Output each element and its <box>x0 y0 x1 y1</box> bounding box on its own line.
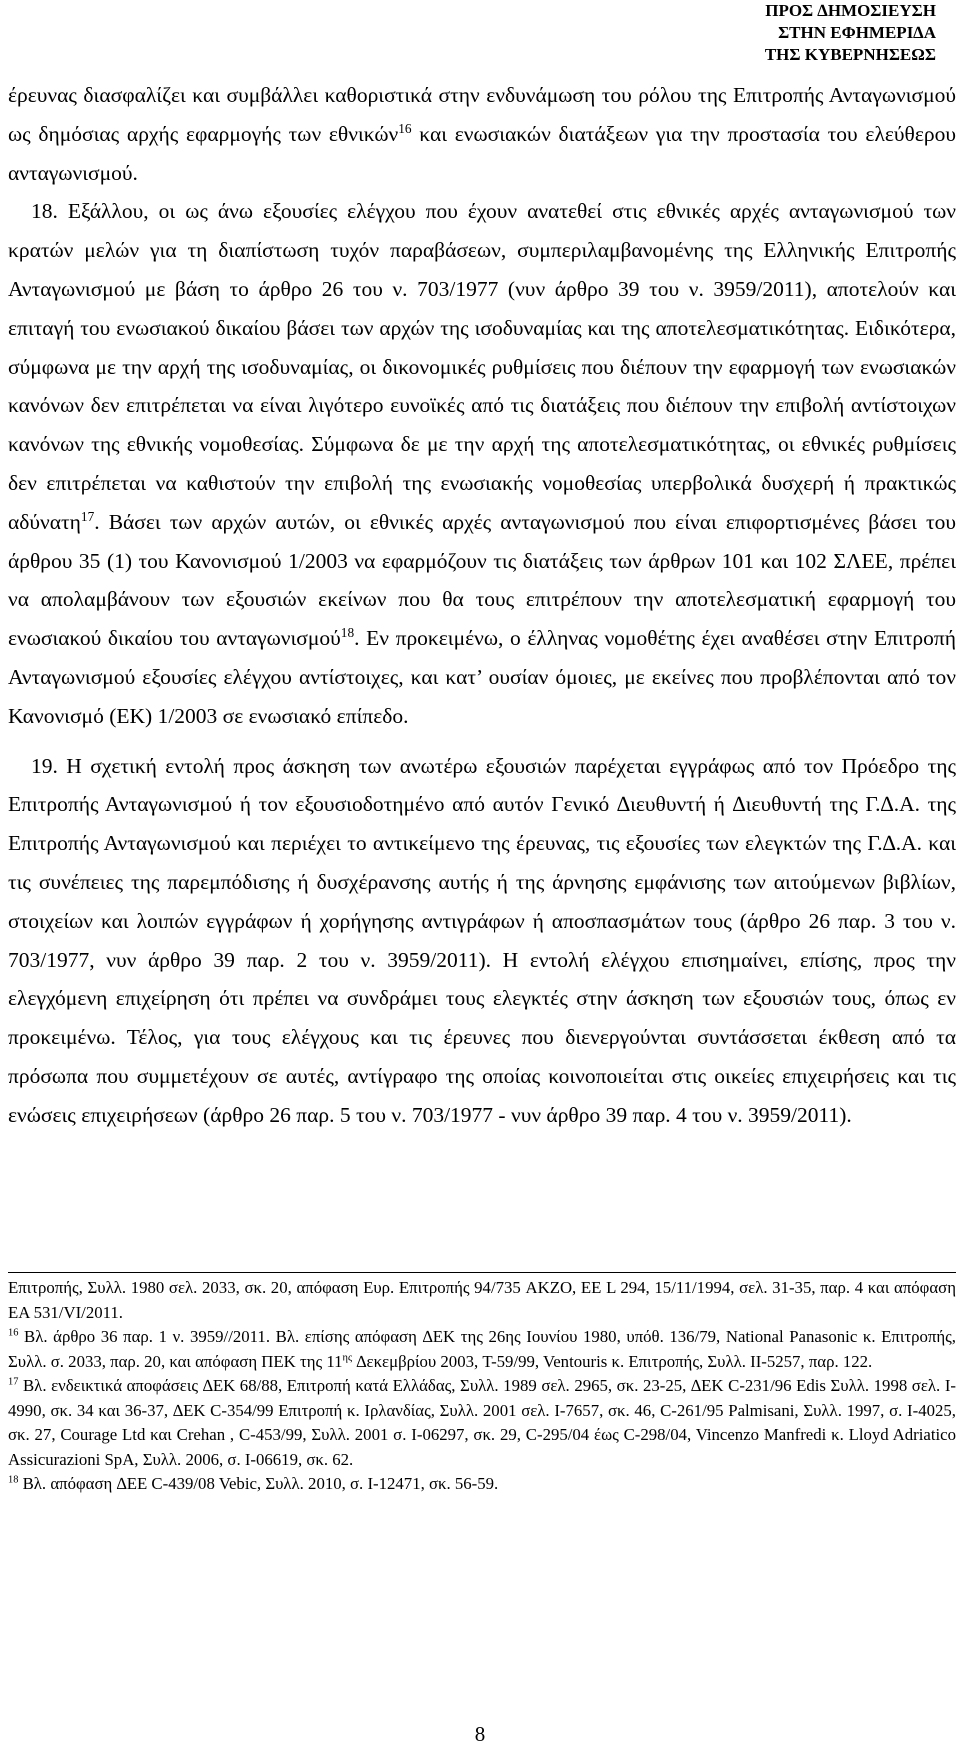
footnote-ref: 17 <box>80 508 95 524</box>
footnote-number: 18 <box>8 1474 19 1486</box>
header-line: ΣΤΗΝ ΕΦΗΜΕΡΙ∆Α <box>778 23 936 42</box>
footnote-number: 17 <box>8 1376 19 1388</box>
header-line: ΠΡΟΣ ∆ΗΜΟΣΙΕΥΣΗ <box>765 1 936 20</box>
footnote-17: $^{17}$ Βλ. ενδεικτικά αποφάσεις ∆ΕΚ 68/88, Επιτροπή κατά Ελλάδας, Συλλ. 1989 σελ. 2965, σκ. 23-25, ∆ΕΚ C-231/96 Edis Συλλ. 1998 σελ. I-4990, σκ. 34 και 36-37, ∆ΕΚ C-354/99 Επιτροπή κ. Ιρλανδίας, Συλλ. 2001 σελ. I-7657, σκ. 46, C-261/95 Palmisani, Συλλ. 1997, σ. I-4025, σκ. 27, Courage Ltd και Crehan , C-453/99, Συλλ. 2001 σ. I-06297, σκ. 29, C-295/04 έως C-298/04, Vincenzo Manfredi κ. Lloyd Adriatico Assicurazioni SpA, Συλλ. 2006, σ. I-06619, σκ. 62. <box>8 1376 956 1469</box>
footnote-separator <box>8 1272 956 1273</box>
footnote-number: 16 <box>8 1327 19 1339</box>
publication-header <box>765 0 936 66</box>
paragraph-18: 18. Εξάλλου, οι ως άνω εξουσίες ελέγχου που έχουν ανατεθεί στις εθνικές αρχές ανταγωνισμού των κρατών μελών για τη διαπίστωση τυχόν παραβάσεων, συμπεριλαμβανομένης της Ελληνικής Επιτροπής Ανταγωνισμού με βάση το άρθρο 26 του ν. 703/1977 (νυν άρθρο 39 του ν. 3959/2011), αποτελούν και επιταγή του ενωσιακού δικαίου βάσει των αρχών της ισοδυναμίας και της αποτελεσματικότητας. Ειδικότερα, σύμφωνα με την αρχή της ισοδυναμίας, οι δικονομικές ρυθμίσεις που διέπουν την εφαρμογή των ενωσιακών κανόνων δεν επιτρέπεται να είναι λιγότερο ευνοϊκές από τις διατάξεις που διέπουν την επιβολή αντίστοιχων κανόνων της εθνικής νομοθεσίας. Σύμφωνα δε με την αρχή της αποτελεσματικότητας, οι εθνικές ρυθμίσεις δεν επιτρέπεται να καθιστούν την επιβολή της ενωσιακής νομοθεσίας υπερβολικά δυσχερή ή πρακτικώς αδύνατη$^{17}$. Βάσει των αρχών αυτών, οι εθνικές αρχές ανταγωνισμού που είναι επιφορτισμένες βάσει του άρθρου 35 (1) του Κανονισμού 1/2003 να εφαρμόζουν τις διατάξεις των άρθρων 101 και 102 ΣΛΕΕ, πρέπει να απολαμβάνουν των εξουσιών εκείνων που θα τους επιτρέπουν την αποτελεσματική εφαρμογή του ενωσιακού δικαίου του ανταγωνισμού$^{18}$. Εν προκειμένω, ο έλληνας νομοθέτης έχει αναθέσει στην Επιτροπή Ανταγωνισμού εξουσίες ελέγχου αντίστοιχες, και κατ’ ουσίαν όμοιες, με εκείνες που προβλέπονται από τον Κανονισμό (ΕΚ) 1/2003 σε ενωσιακό επίπεδο. <box>8 199 956 728</box>
footnote-ref: 16 <box>398 120 412 136</box>
footnote-16: $^{16}$ Βλ. άρθρο 36 παρ. 1 ν. 3959//2011. Βλ. επίσης απόφαση ∆ΕΚ της 26ης Ιουνίου 1980, υπόθ. 136/79, National Panasonic κ. Επιτροπής, Συλλ. σ. 2033, παρ. 20, και απόφαση ΠΕΚ της $11^{\eta\varsigma}$ ∆εκεμβρίου 2003, T-59/99, Ventouris κ. Επιτροπής, Συλλ. II-5257, παρ. 122. <box>8 1327 956 1371</box>
paragraph-19: 19. Η σχετική εντολή προς άσκηση των ανωτέρω εξουσιών παρέχεται εγγράφως από τον Πρόεδρο της Επιτροπής Ανταγωνισμού ή τον εξουσιοδοτημένο από αυτόν Γενικό ∆ιευθυντή ή ∆ιευθυντή της Γ.∆.Α. της Επιτροπής Ανταγωνισμού και περιέχει το αντικείμενο της έρευνας, τις εξουσίες των ελεγκτών της Γ.∆.Α. και τις συνέπειες της παρεμπόδισης ή δυσχέρανσης αυτής ή της άρνησης εμφάνισης των αιτούμενων βιβλίων, στοιχείων και λοιπών εγγράφων ή χορήγησης αντιγράφων ή αποσπασμάτων τους (άρθρο 26 παρ. 3 του ν. 703/1977, νυν άρθρο 39 παρ. 2 του ν. 3959/2011). Η εντολή ελέγχου επισημαίνει, επίσης, προς την ελεγχόμενη επιχείρηση ότι πρέπει να συνδράμει τους ελεγκτές στην άσκηση των εξουσιών τους, όπως εν προκειμένω. Τέλος, για τους ελέγχους και τις έρευνες που διενεργούνται συντάσσεται έκθεση από τα πρόσωπα που συμμετέχουν σε αυτές, αντίγραφο της οποίας κοινοποιείται στις οικείες επιχειρήσεις και τις ενώσεις επιχειρήσεων (άρθρο 26 παρ. 5 του ν. 703/1977 - νυν άρθρο 39 παρ. 4 του ν. 3959/2011). <box>8 753 956 1127</box>
paragraph-continuation: έρευνας διασφαλίζει και συμβάλλει καθοριστικά στην ενδυνάμωση του ρόλου της Επιτροπής Ανταγωνισμού ως δημόσιας αρχής εφαρμογής των εθνικών$^{16}$ και ενωσιακών διατάξεων για την προστασία του ελεύθερου ανταγωνισμού. <box>8 83 956 185</box>
footnote-continuation: Επιτροπής, Συλλ. 1980 σελ. 2033, σκ. 20, απόφαση Ευρ. Επιτροπής 94/735 AKZO, ΕΕ L 294, 15/11/1994, σελ. 31-35, παρ. 4 και απόφαση ΕΑ 531/VI/2011. <box>8 1278 956 1322</box>
main-text <box>8 76 956 1135</box>
page-number: 8 <box>474 1722 486 1746</box>
footnote-ref: 18 <box>340 625 355 640</box>
footnotes <box>8 1276 956 1497</box>
footnote-18: $^{18}$ Βλ. απόφαση ∆ΕΕ C-439/08 Vebic, Συλλ. 2010, σ. I-12471, σκ. 56-59. <box>8 1474 499 1493</box>
header-line: ΤΗΣ ΚΥΒΕΡΝΗΣΕΩΣ <box>764 45 936 64</box>
